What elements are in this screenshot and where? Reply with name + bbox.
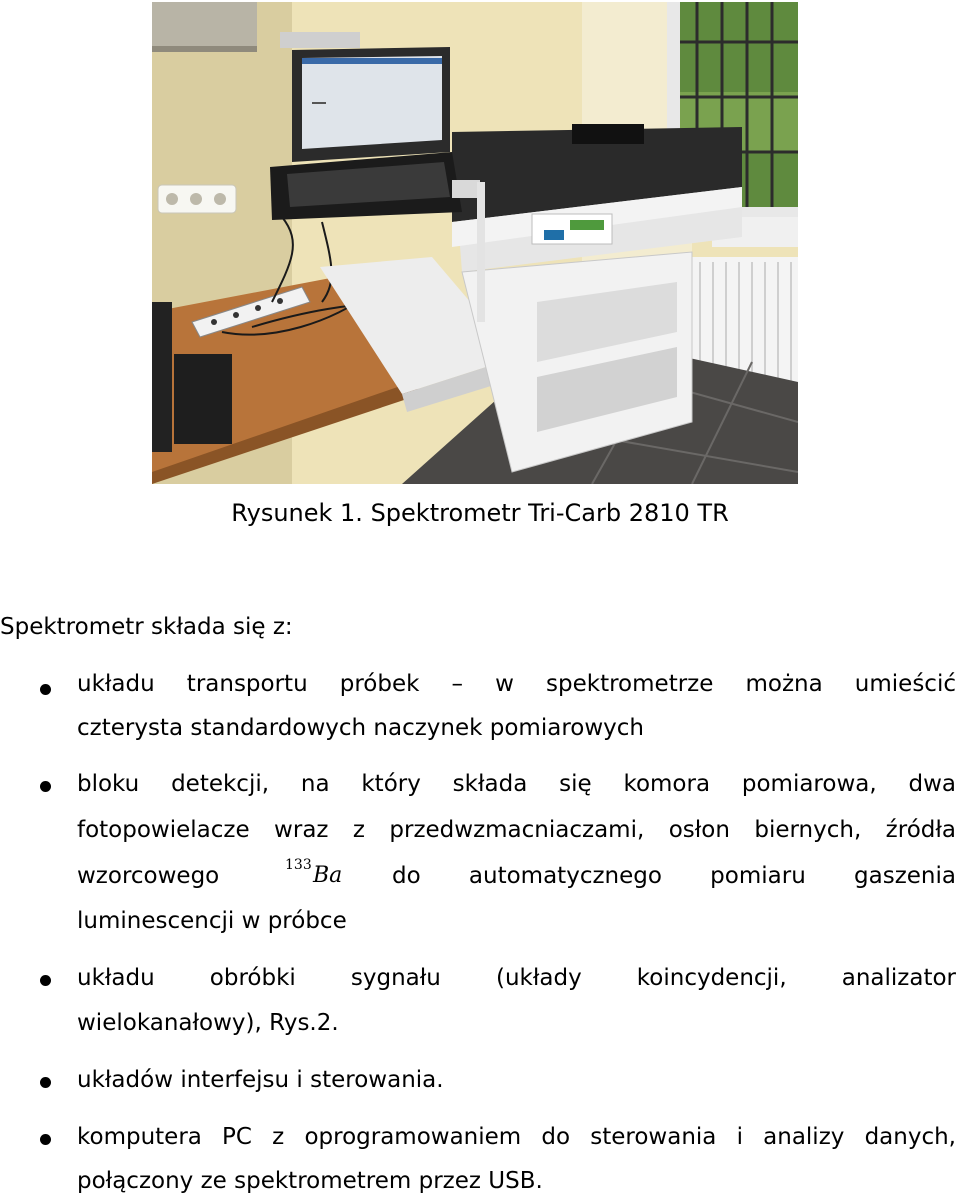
- figure-caption: Rysunek 1. Spektrometr Tri-Carb 2810 TR: [231, 499, 729, 527]
- list-item-line: układu obróbki sygnału (układy koincydencji, analizator: [77, 965, 956, 991]
- list-item-line: połączony ze spektrometrem przez USB.: [77, 1168, 543, 1194]
- list-item-line: luminescencji w próbce: [77, 908, 347, 934]
- list-item-line: wielokanałowy), Rys.2.: [77, 1010, 339, 1036]
- list-item-line: komputera PC z oprogramowaniem do sterowania i analizy danych,: [77, 1124, 956, 1150]
- list-item-line: fotopowielacze wraz z przedwzmacniaczami, osłon biernych, źródła: [77, 817, 956, 843]
- isotope-mass-number: 133: [285, 857, 312, 873]
- isotope-symbol: Ba: [313, 863, 343, 888]
- bullet-icon: [40, 975, 51, 986]
- list-item-line: układów interfejsu i sterowania.: [77, 1067, 444, 1093]
- list-item-line: wzorcowego: [77, 863, 220, 889]
- list-item-line: do automatycznego pomiaru gaszenia: [392, 863, 956, 889]
- spectrometer-photo: [152, 2, 798, 484]
- list-item-line: układu transportu próbek – w spektrometrze można umieścić: [77, 671, 956, 697]
- bullet-icon: [40, 1134, 51, 1145]
- bullet-icon: [40, 781, 51, 792]
- list-item-line: bloku detekcji, na który składa się komora pomiarowa, dwa: [77, 771, 956, 797]
- bullet-icon: [40, 684, 51, 695]
- bullet-icon: [40, 1077, 51, 1088]
- list-item-line: czterysta standardowych naczynek pomiarowych: [77, 715, 644, 741]
- intro-text: Spektrometr składa się z:: [0, 614, 293, 640]
